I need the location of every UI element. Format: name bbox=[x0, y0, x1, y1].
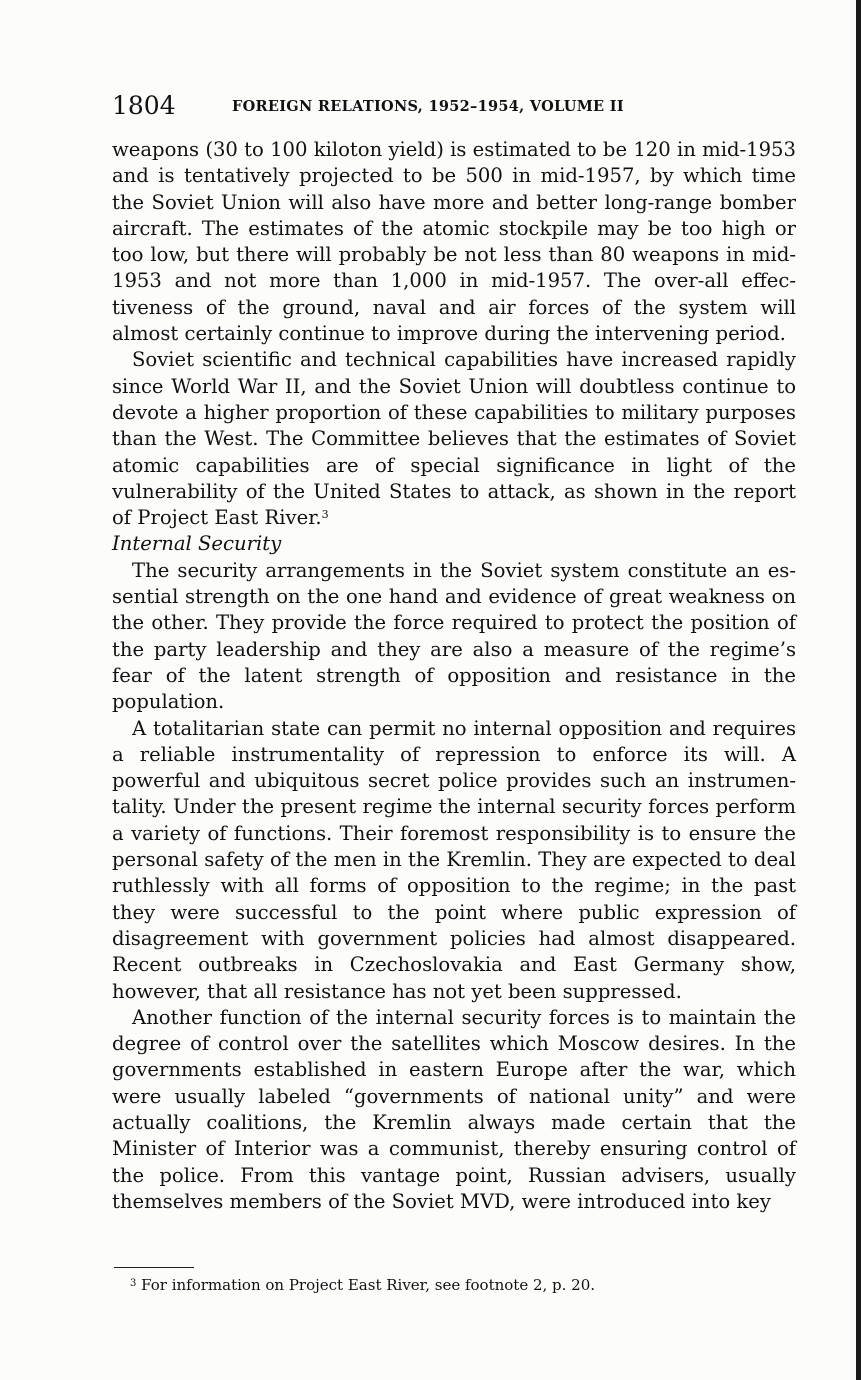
footnote-marker: 3 bbox=[130, 1278, 137, 1289]
page-edge-shadow bbox=[856, 0, 861, 1380]
paragraph-2-text: Soviet scientific and technical capabilities have increased rapidly since World War II, and the Soviet Union will doubtless continue to devote a higher proportion of these capabilities to military purposes than the West. The Committee believes that the estimates of Soviet atomic capabilities are of special significance in light of the vulnerability of the United States to attack, as shown in the report of Project East River. bbox=[112, 348, 796, 530]
paragraph-2 bbox=[112, 347, 796, 531]
footnote-reference: 3 bbox=[321, 508, 329, 522]
paragraph-4: A totalitarian state can permit no internal opposition and requires a reliable instrumentality of repression to enforce its will. A powerful and ubiquitous secret police provides such an instrumentality. Under the present regime the internal security forces perform a variety of functions. Their foremost responsibility is to ensure the personal safety of the men in the Kremlin. They are expected to deal ruthlessly with all forms of opposition to the regime; in the past they were successful to the point where public expression of disagreement with government policies had almost disappeared. Recent outbreaks in Czechoslovakia and East Germany show, however, that all resistance has not yet been suppressed. bbox=[112, 716, 796, 1003]
page-header bbox=[112, 88, 802, 124]
paragraph-3: The security arrangements in the Soviet system constitute an essential strength on the one hand and evidence of great weakness on the other. They provide the force required to protect the position of the party leadership and they are also a measure of the regime’s fear of the latent strength of opposition and resistance in the population. bbox=[112, 558, 796, 714]
footnote-divider bbox=[114, 1267, 194, 1268]
footnote bbox=[130, 1274, 790, 1296]
page-number: 1804 bbox=[112, 91, 176, 120]
paragraph-5: Another function of the internal security forces is to maintain the degree of control over the satellites which Moscow desires. In the governments established in eastern Europe after the war, which were usually labeled “governments of national unity” and were actually coalitions, the Kremlin always made certain that the Minister of Interior was a communist, thereby ensuring control of the police. From this vantage point, Russian advisers, usually themselves members of the Soviet MVD, were introduced into key bbox=[112, 1005, 796, 1213]
section-heading: Internal Security bbox=[112, 532, 282, 556]
body-text bbox=[112, 137, 796, 1215]
footnote-text: For information on Project East River, see footnote 2, p. 20. bbox=[141, 1276, 596, 1294]
paragraph-1: weapons (30 to 100 kiloton yield) is estimated to be 120 in mid-1953 and is tentatively projected to be 500 in mid-1957, by which time the Soviet Union will also have more and better long-range bomber aircraft. The estimates of the atomic stockpile may be too high or too low, but there will probably be not less than 80 weapons in mid-1953 and not more than 1,000 in mid-1957. The over-all effectiveness of the ground, naval and air forces of the system will almost certainly continue to improve during the intervening period. bbox=[112, 138, 796, 346]
running-head: FOREIGN RELATIONS, 1952–1954, VOLUME II bbox=[232, 98, 624, 115]
